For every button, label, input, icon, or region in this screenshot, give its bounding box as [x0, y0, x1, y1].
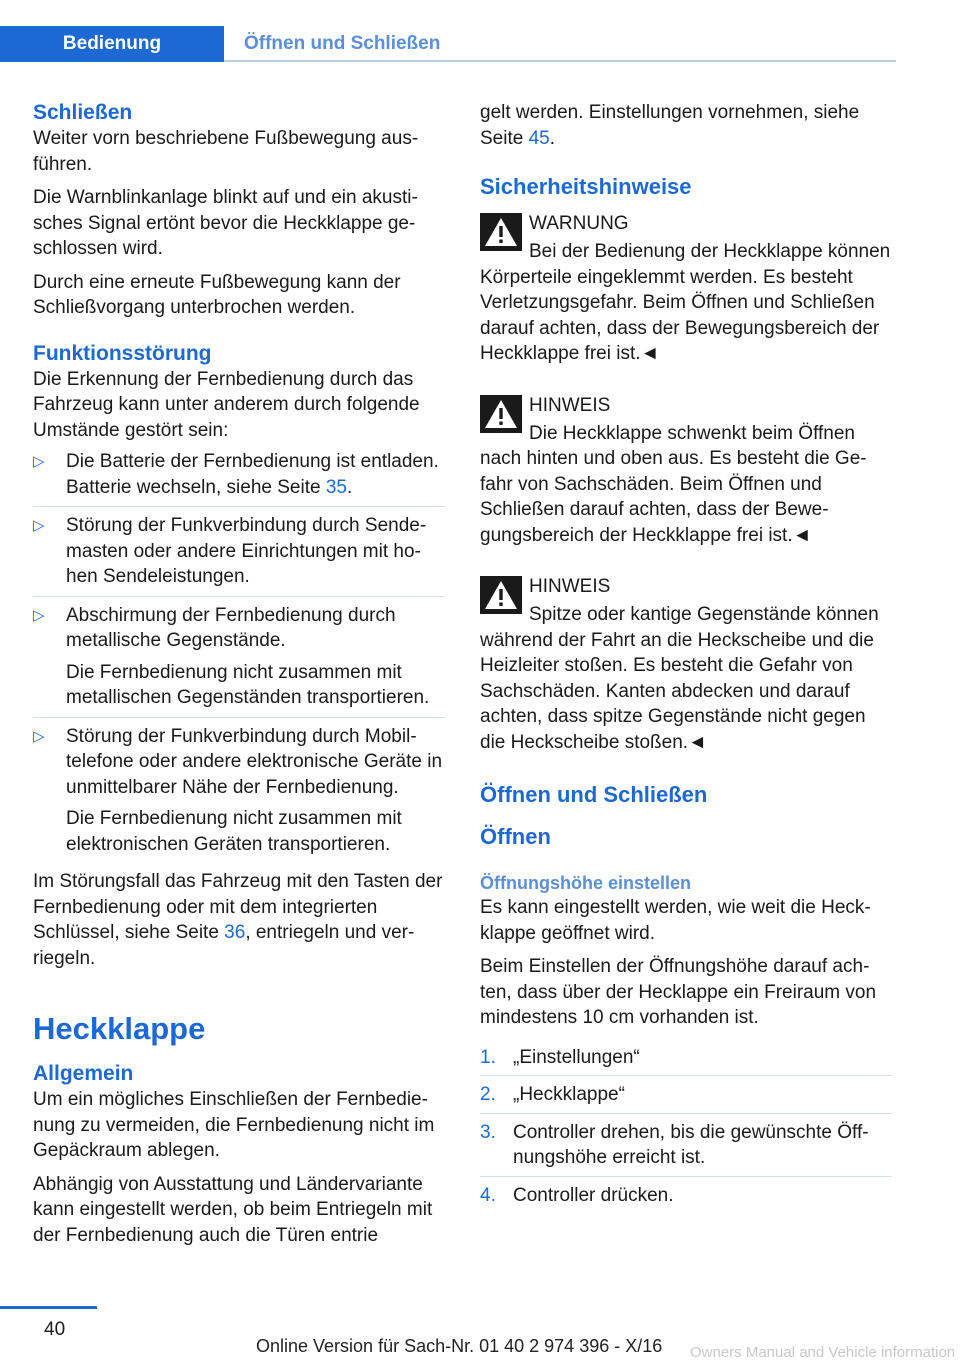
paragraph: Die Erkennung der Fernbedienung durch das Fahrzeug kann unter anderem durch folgende Umstände gestört sein: [33, 368, 420, 441]
heading-funktionsstoerung: Funktionsstörung [33, 341, 212, 365]
notice-text: Die Heckklappe schwenkt beim Öffnen nach hinten und oben aus. Es besteht die Gefahr von Sachschäden. Beim Öffnen und Schließen darauf achten, dass der Bewegungsbereich der Heckklappe frei ist.◄ [480, 422, 867, 546]
page-link-36[interactable]: 36 [224, 922, 246, 943]
triangle-bullet-icon: ▷ [33, 517, 45, 534]
step-number: 4. [480, 1184, 496, 1206]
heading-heckklappe: Heckklappe [33, 1011, 206, 1046]
heading-oeffnungshoehe-einstellen: Öffnungshöhe einstellen [480, 873, 692, 893]
triangle-bullet-icon: ▷ [33, 453, 45, 470]
list-item [33, 603, 445, 718]
list-item-text: Die Batterie der Fernbedienung ist entladen. Batterie wechseln, siehe Seite [66, 451, 439, 498]
notice-box [480, 574, 892, 755]
warning-text: Bei der Bedienung der Heckklappe können Körperteile eingeklemmt werden. Es besteht Verletzungsgefahr. Beim Öffnen und Schließen darauf achten, dass der Bewegungsbereich der Heckklappe frei ist.◄ [480, 241, 891, 364]
notice-label: HINWEIS [529, 576, 611, 597]
watermark: Owners Manual and Vehicle information [690, 1344, 956, 1361]
list-item [480, 1183, 892, 1214]
page-link-35[interactable]: 35 [325, 476, 347, 498]
step-text: Controller drehen, bis die gewünschte Öffnungshöhe erreicht ist. [513, 1121, 869, 1168]
heading-oeffnen: Öffnen [480, 824, 551, 849]
paragraph: Um ein mögliches Einschließen der Fernbedienung zu vermeiden, die Fernbedienung nicht im Gepäckraum ablegen. [33, 1089, 435, 1161]
steps-list [480, 1045, 892, 1214]
heading-schliessen: Schließen [33, 101, 133, 124]
heading-sicherheitshinweise: Sicherheitshinweise [480, 174, 692, 199]
paragraph: Durch eine erneute Fußbewegung kann der Schließvorgang unterbrochen werden. [33, 271, 401, 318]
heading-oeffnen-und-schliessen: Öffnen und Schließen [480, 782, 708, 807]
list-item-text: Störung der Funkverbindung durch Mobiltelefone oder andere elektronische Geräte in unmittelbarer Nähe der Fernbedienung. [66, 725, 443, 798]
step-text: „Heckklappe“ [513, 1084, 625, 1105]
paragraph: Die Warnblinkanlage blinkt auf und ein akustisches Signal ertönt bevor die Heckklappe geschlossen wird. [33, 187, 418, 259]
online-version-note: Online Version für Sach-Nr. 01 40 2 974 396 - X/16 [256, 1336, 663, 1356]
list-item [480, 1045, 892, 1077]
list-item-subtext: Die Fernbedienung nicht zusammen mit elektronischen Geräten transportieren. [66, 808, 402, 855]
step-text: Controller drücken. [513, 1184, 674, 1206]
list-item-subtext: Die Fernbedienung nicht zusammen mit metallischen Gegenständen transportieren. [66, 661, 430, 708]
list-item [33, 513, 445, 597]
list-item-text: Störung der Funkverbindung durch Sendemasten oder andere Einrichtungen mit hohen Sendeleistungen. [66, 515, 427, 587]
page-number: 40 [44, 1319, 66, 1340]
warning-triangle-icon [480, 213, 522, 251]
right-column [480, 100, 892, 1219]
warning-triangle-icon [480, 576, 522, 614]
list-item [480, 1120, 892, 1177]
step-text: „Einstellungen“ [513, 1046, 640, 1068]
paragraph: Es kann eingestellt werden, wie weit die Heckklappe geöffnet wird. [480, 897, 871, 944]
paragraph: Abhängig von Ausstattung und Ländervariante kann eingestellt werden, ob beim Entriegeln mit der Fernbedienung auch die Türen entrie [33, 1173, 433, 1246]
paragraph: gelt werden. Einstellungen vornehmen, siehe Seite 45. [480, 102, 860, 149]
list-item [480, 1082, 892, 1114]
heading-allgemein: Allgemein [33, 1062, 134, 1085]
step-number: 2. [480, 1084, 496, 1105]
list-item [33, 724, 445, 864]
notice-text: Spitze oder kantige Gegenstände können während der Fahrt an die Heckscheibe und die Heizleiter stoßen. Es besteht die Gefahr von Sachschäden. Kanten abdecken und darauf achten, dass spitze Gegenstände nicht gegen die Heckscheibe stoßen.◄ [480, 604, 879, 753]
step-number: 1. [480, 1046, 496, 1068]
footer-accent-line [0, 1306, 97, 1309]
step-number: 3. [480, 1121, 496, 1143]
warning-box [480, 211, 892, 367]
notice-label: HINWEIS [529, 394, 611, 416]
warning-label: WARNUNG [529, 213, 629, 234]
header-tab-section[interactable]: Öffnen und Schließen [244, 33, 441, 54]
triangle-bullet-icon: ▷ [33, 727, 45, 745]
header-divider [224, 60, 896, 62]
list-item-text: Abschirmung der Fernbedienung durch metallische Gegenstände. [66, 604, 396, 651]
paragraph: Weiter vorn beschriebene Fußbewegung ausführen. [33, 128, 419, 175]
notice-box [480, 393, 892, 549]
paragraph: Beim Einstellen der Öffnungshöhe darauf achten, dass über der Hecklappe ein Freiraum von mindestens 10 cm vorhanden ist. [480, 956, 877, 1028]
page-link-45[interactable]: 45 [528, 127, 550, 149]
triangle-bullet-icon: ▷ [33, 606, 45, 624]
bullet-list [33, 449, 445, 863]
paragraph: Im Störungsfall das Fahrzeug mit den Tasten der Fernbedienung oder mit dem integrierten Schlüssel, siehe Seite 36, entriegeln und verriegeln. [33, 871, 443, 969]
warning-triangle-icon [480, 395, 522, 433]
header-tab-bedienung[interactable]: Bedienung [0, 26, 224, 62]
list-item: ▷ Die Batterie der Fernbedienung ist entladen. Batterie wechseln, siehe Seite 35. [33, 449, 445, 507]
left-column [33, 100, 445, 1256]
